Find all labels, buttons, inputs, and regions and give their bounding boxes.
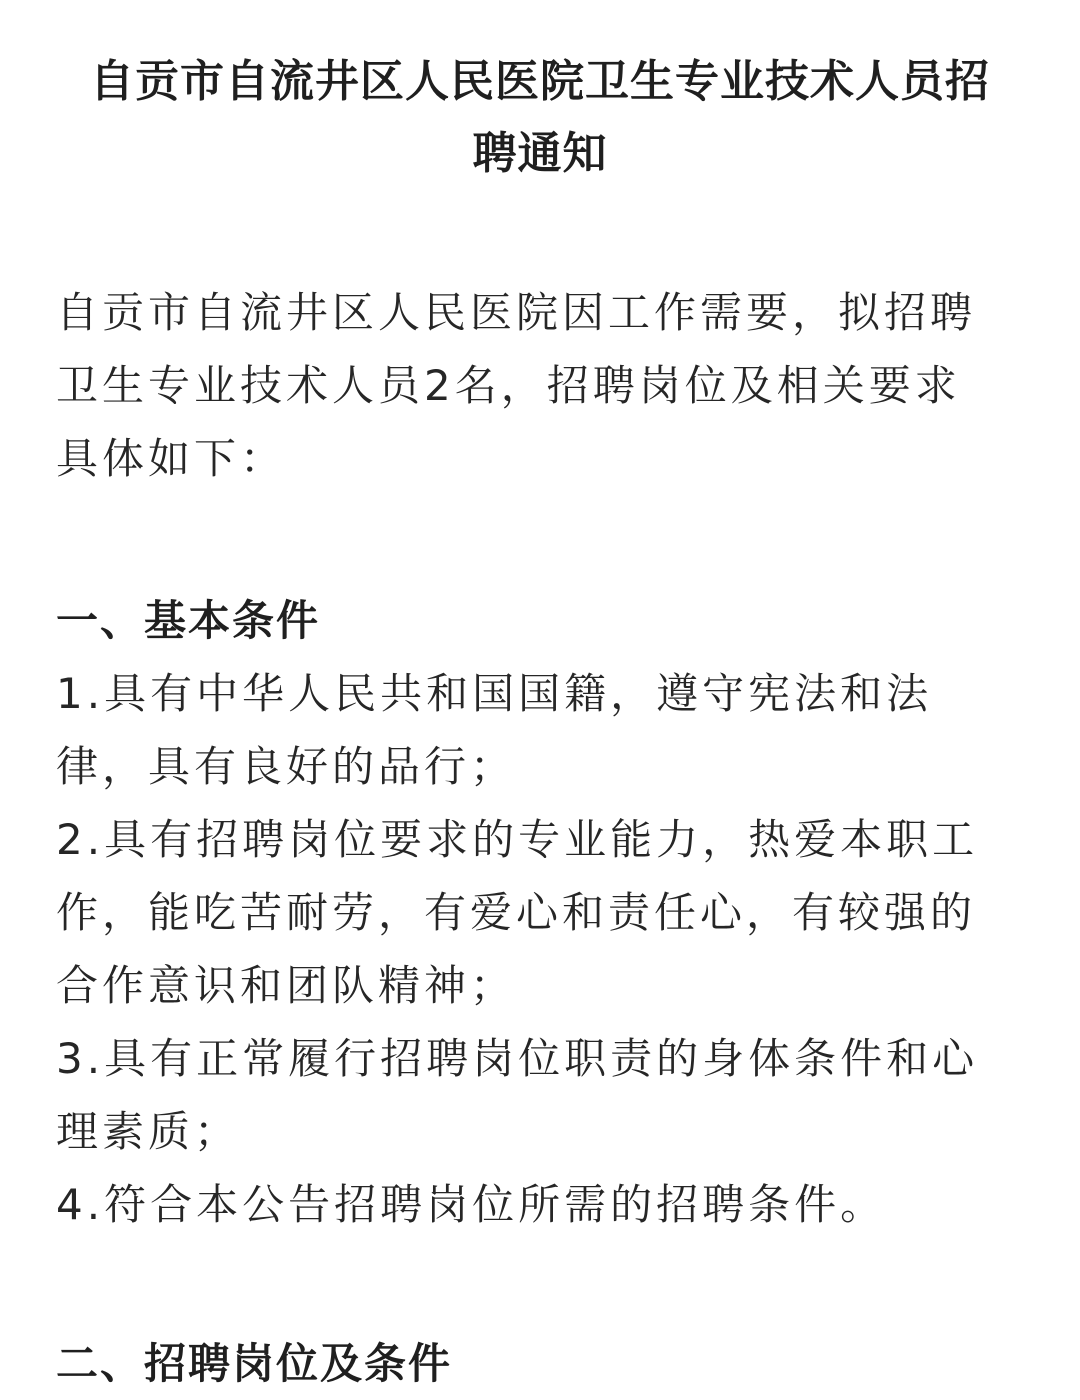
section-heading-basic-conditions: 一、基本条件 bbox=[56, 596, 321, 645]
list-item-line: 律，具有良好的品行； bbox=[56, 742, 517, 791]
title-line-1: 自贡市自流井区人民医院卫生专业技术人员招 bbox=[90, 56, 990, 107]
list-item-line: 理素质； bbox=[56, 1107, 241, 1156]
list-item-line: 作，能吃苦耐劳，有爱心和责任心，有较强的 bbox=[56, 888, 977, 937]
list-item bbox=[56, 1022, 1024, 1168]
intro-line: 自贡市自流井区人民医院因工作需要，拟招聘 bbox=[56, 288, 977, 337]
page-title bbox=[56, 46, 1024, 190]
intro-line: 卫生专业技术人员2名，招聘岗位及相关要求 bbox=[56, 361, 961, 410]
list-item bbox=[56, 657, 1024, 803]
list-item-line: 2.具有招聘岗位要求的专业能力，热爱本职工 bbox=[56, 815, 979, 864]
list-item-line: 3.具有正常履行招聘岗位职责的身体条件和心 bbox=[56, 1034, 979, 1083]
list-item-line: 1.具有中华人民共和国国籍，遵守宪法和法 bbox=[56, 669, 933, 718]
intro-line: 具体如下： bbox=[56, 434, 287, 483]
list-item-line: 合作意识和团队精神； bbox=[56, 961, 517, 1010]
basic-conditions-list bbox=[56, 657, 1024, 1241]
list-item bbox=[56, 1168, 1024, 1241]
title-line-2: 聘通知 bbox=[472, 128, 608, 179]
list-item bbox=[56, 803, 1024, 1022]
intro-paragraph bbox=[56, 276, 1024, 495]
list-item-line: 4.符合本公告招聘岗位所需的招聘条件。 bbox=[56, 1180, 887, 1229]
section-heading-positions: 二、招聘岗位及条件 bbox=[56, 1339, 453, 1388]
